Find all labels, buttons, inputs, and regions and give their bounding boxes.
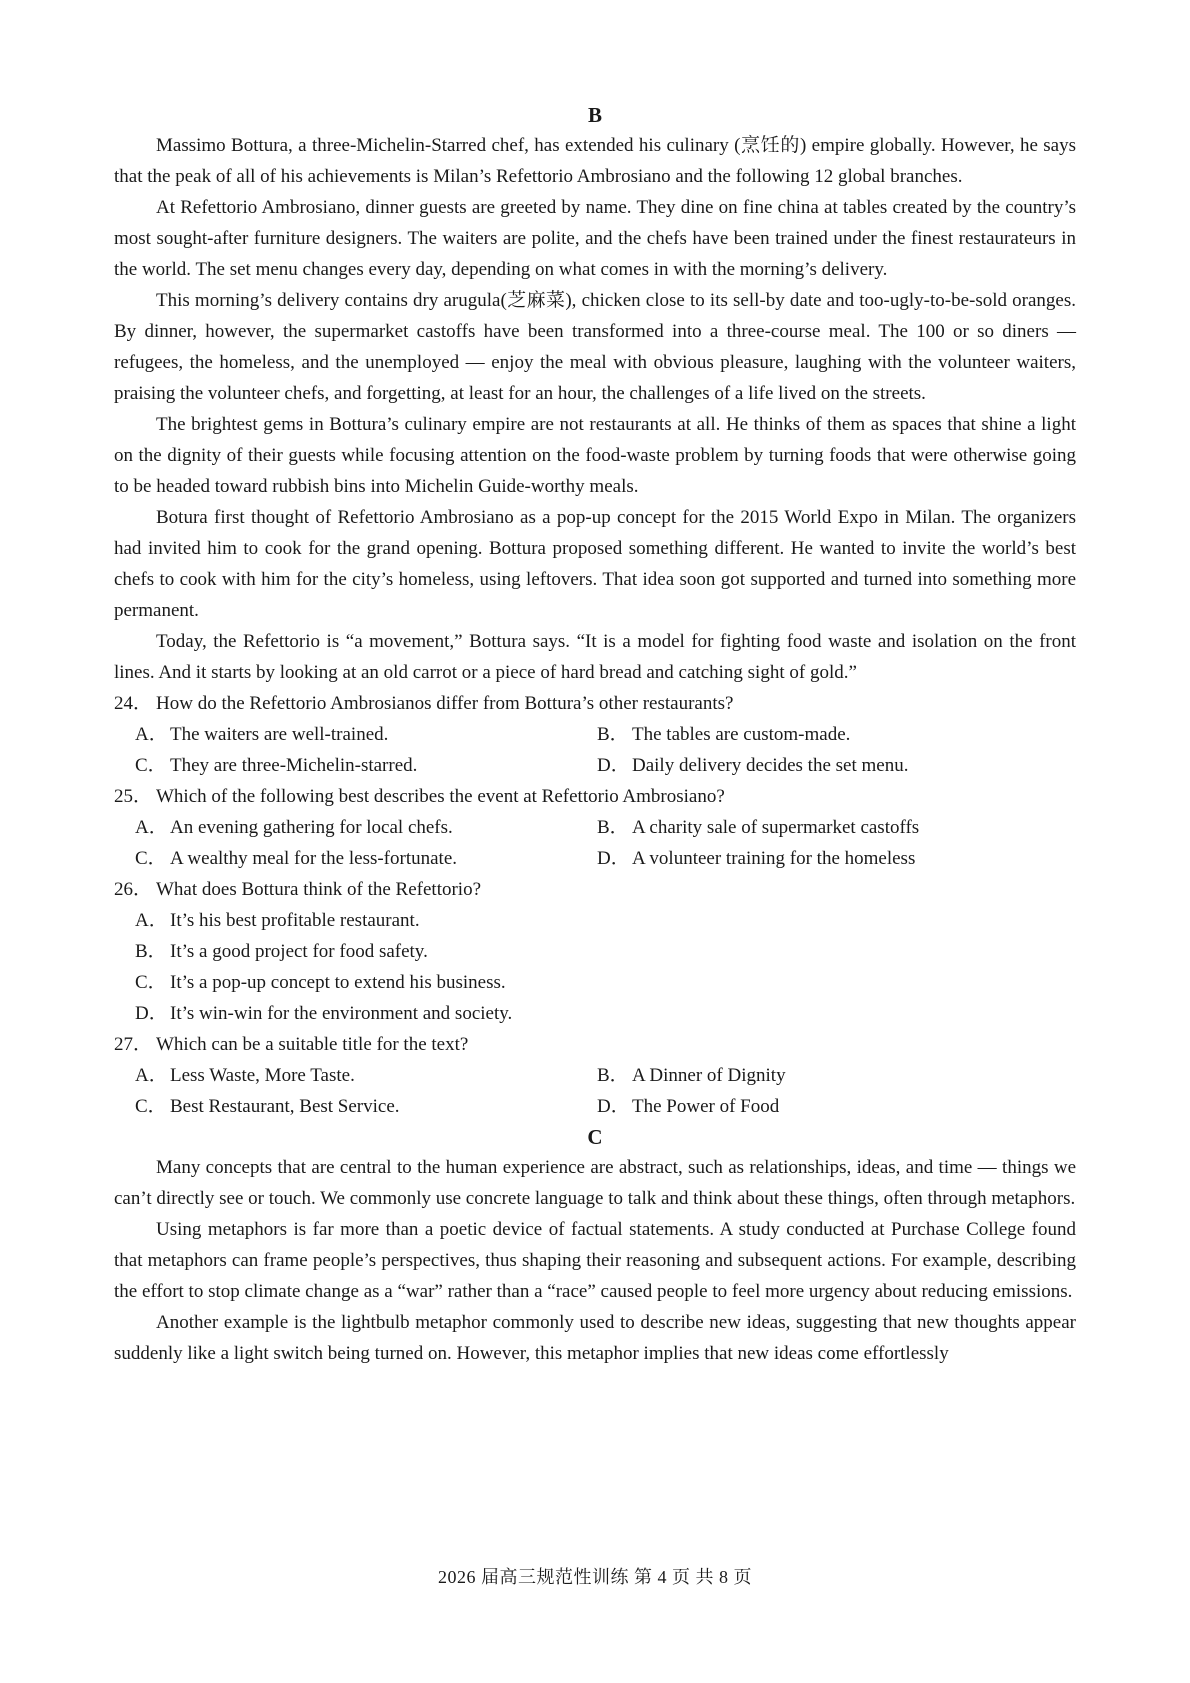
option-letter: C． bbox=[135, 848, 167, 869]
option-letter: B． bbox=[597, 817, 629, 838]
option-b bbox=[576, 1060, 1038, 1091]
option-text: They are three-Michelin-starred. bbox=[170, 755, 418, 776]
exam-page bbox=[114, 100, 1076, 1369]
question-text: How do the Refettorio Ambrosianos differ from Bottura’s other restaurants? bbox=[156, 693, 734, 714]
option-letter: C． bbox=[135, 755, 167, 776]
question-25 bbox=[114, 781, 1076, 874]
option-d bbox=[114, 998, 512, 1029]
question-text: What does Bottura think of the Refettorio? bbox=[156, 879, 482, 900]
option-d bbox=[576, 1091, 1038, 1122]
option-text: A volunteer training for the homeless bbox=[632, 848, 916, 869]
option-letter: C． bbox=[135, 1096, 167, 1117]
question-24 bbox=[114, 688, 1076, 781]
option-b bbox=[576, 719, 1038, 750]
option-b bbox=[114, 936, 428, 967]
option-a bbox=[114, 812, 576, 843]
option-text: A charity sale of supermarket castoffs bbox=[632, 817, 920, 838]
option-letter: B． bbox=[597, 1065, 629, 1086]
question-stem bbox=[114, 781, 1076, 812]
option-b bbox=[576, 812, 1038, 843]
option-letter: A． bbox=[135, 910, 168, 931]
question-26 bbox=[114, 874, 1076, 1029]
question-27 bbox=[114, 1029, 1076, 1122]
passage-c-paragraph-2: Using metaphors is far more than a poetic device of factual statements. A study conducted at Purchase College found that metaphors can frame people’s perspectives, thus shaping their reasoning and subsequent actions. For example, describing the effort to stop climate change as a “war” rather than a “race” caused people to feel more urgency about reducing emissions. bbox=[114, 1219, 1076, 1302]
passage-b-paragraph-4: The brightest gems in Bottura’s culinary empire are not restaurants at all. He thinks of them as spaces that shine a light on the dignity of their guests while focusing attention on the food-waste problem by turning foods that were otherwise going to be headed toward rubbish bins into Michelin Guide-worthy meals. bbox=[114, 414, 1076, 497]
option-a bbox=[114, 905, 420, 936]
option-letter: D． bbox=[597, 755, 630, 776]
question-stem bbox=[114, 874, 1076, 905]
question-text: Which can be a suitable title for the text? bbox=[156, 1034, 469, 1055]
option-c bbox=[114, 1091, 576, 1122]
option-text: Daily delivery decides the set menu. bbox=[632, 755, 909, 776]
option-text: A wealthy meal for the less-fortunate. bbox=[170, 848, 458, 869]
option-letter: B． bbox=[135, 941, 167, 962]
option-text: It’s win-win for the environment and society. bbox=[170, 1003, 513, 1024]
passage-c-paragraph-3: Another example is the lightbulb metaphor commonly used to describe new ideas, suggesting that new thoughts appear suddenly like a light switch being turned on. However, this metaphor implies that new ideas come effortlessly bbox=[114, 1312, 1076, 1364]
passage-b-paragraph-2: At Refettorio Ambrosiano, dinner guests are greeted by name. They dine on fine china at tables created by the country’s most sought-after furniture designers. The waiters are polite, and the chefs have been trained under the finest restaurateurs in the world. The set menu changes every day, depending on what comes in with the morning’s delivery. bbox=[114, 197, 1076, 280]
option-letter: D． bbox=[135, 1003, 168, 1024]
page-footer: 2026 届高三规范性训练 第 4 页 共 8 页 bbox=[438, 1567, 752, 1587]
passage-b-paragraph-3: This morning’s delivery contains dry arugula(芝麻菜), chicken close to its sell-by date and too-ugly-to-be-sold oranges. By dinner, however, the supermarket castoffs have been transformed into a three-course meal. The 100 or so diners — refugees, the homeless, and the unemployed — enjoy the meal with obvious pleasure, laughing with the volunteer waiters, praising the volunteer chefs, and forgetting, at least for an hour, the challenges of a life lived on the streets. bbox=[114, 290, 1076, 404]
option-a bbox=[114, 1060, 576, 1091]
option-letter: A． bbox=[135, 817, 168, 838]
question-number: 27． bbox=[114, 1034, 153, 1055]
option-text: A Dinner of Dignity bbox=[632, 1065, 786, 1086]
option-letter: D． bbox=[597, 848, 630, 869]
passage-c-paragraph-1: Many concepts that are central to the human experience are abstract, such as relationships, ideas, and time — things we can’t directly see or touch. We commonly use concrete language to talk and think about these things, often through metaphors. bbox=[114, 1157, 1076, 1209]
option-d bbox=[576, 843, 1038, 874]
option-text: Less Waste, More Taste. bbox=[170, 1065, 355, 1086]
question-number: 26． bbox=[114, 879, 153, 900]
option-c bbox=[114, 967, 506, 998]
question-stem bbox=[114, 688, 1076, 719]
option-text: The tables are custom-made. bbox=[632, 724, 851, 745]
option-c bbox=[114, 750, 576, 781]
option-text: It’s a good project for food safety. bbox=[170, 941, 428, 962]
option-letter: A． bbox=[135, 724, 168, 745]
passage-b-paragraph-6: Today, the Refettorio is “a movement,” Bottura says. “It is a model for fighting food waste and isolation on the front lines. And it starts by looking at an old carrot or a piece of hard bread and catching sight of gold.” bbox=[114, 631, 1076, 683]
question-number: 24． bbox=[114, 693, 153, 714]
option-text: An evening gathering for local chefs. bbox=[170, 817, 453, 838]
section-c-heading: C bbox=[587, 1125, 603, 1149]
option-text: The Power of Food bbox=[632, 1096, 780, 1117]
option-text: Best Restaurant, Best Service. bbox=[170, 1096, 400, 1117]
option-letter: A． bbox=[135, 1065, 168, 1086]
passage-b-paragraph-1: Massimo Bottura, a three-Michelin-Starred chef, has extended his culinary (烹饪的) empire globally. However, he says that the peak of all of his achievements is Milan’s Refettorio Ambrosiano and the following 12 global branches. bbox=[114, 135, 1076, 187]
section-b-heading: B bbox=[587, 103, 602, 127]
option-text: It’s his best profitable restaurant. bbox=[170, 910, 420, 931]
option-d bbox=[576, 750, 1038, 781]
question-text: Which of the following best describes the event at Refettorio Ambrosiano? bbox=[156, 786, 725, 807]
question-stem bbox=[114, 1029, 1076, 1060]
option-letter: D． bbox=[597, 1096, 630, 1117]
option-letter: C． bbox=[135, 972, 167, 993]
question-number: 25． bbox=[114, 786, 153, 807]
passage-b-paragraph-5: Botura first thought of Refettorio Ambrosiano as a pop-up concept for the 2015 World Expo in Milan. The organizers had invited him to cook for the grand opening. Bottura proposed something different. He wanted to invite the world’s best chefs to cook with him for the city’s homeless, using leftovers. That idea soon got supported and turned into something more permanent. bbox=[114, 507, 1076, 621]
option-a bbox=[114, 719, 576, 750]
option-text: The waiters are well-trained. bbox=[170, 724, 389, 745]
option-c bbox=[114, 843, 576, 874]
option-text: It’s a pop-up concept to extend his business. bbox=[170, 972, 506, 993]
option-letter: B． bbox=[597, 724, 629, 745]
